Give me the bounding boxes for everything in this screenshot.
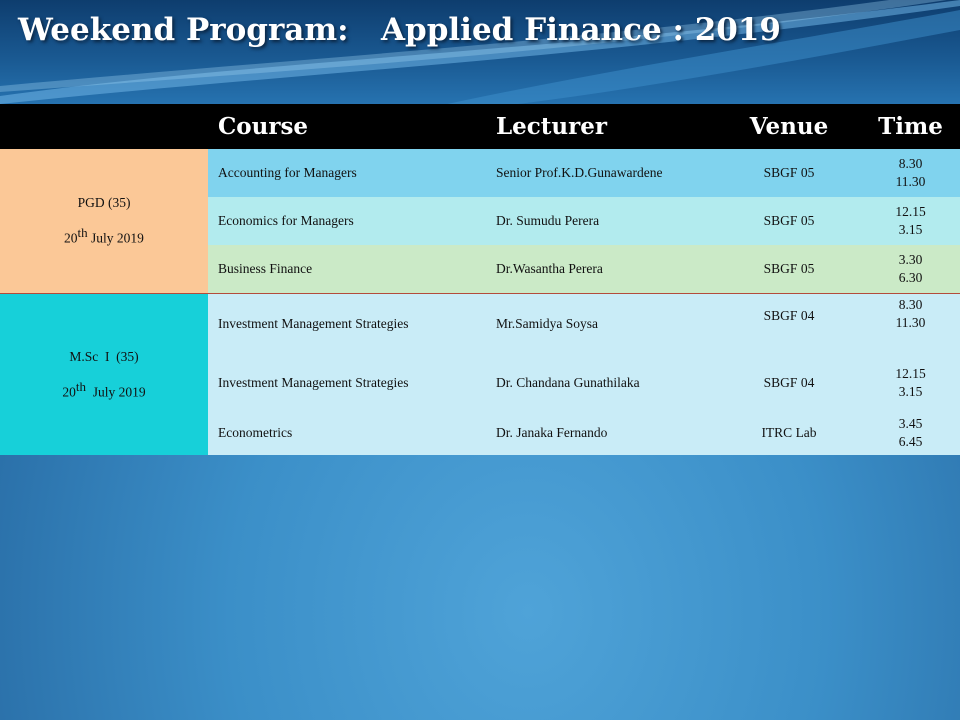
- time-cell: 12.15 3.15: [861, 197, 960, 245]
- lecturer-cell: Dr. Sumudu Perera: [490, 197, 717, 245]
- lecturer-cell: Mr.Samidya Soysa: [490, 293, 717, 355]
- lecturer-cell: Dr.Wasantha Perera: [490, 245, 717, 293]
- group-date: 20th July 2019: [64, 225, 144, 246]
- header-time: Time: [861, 104, 960, 149]
- venue-cell: SBGF 05: [717, 245, 861, 293]
- lecturer-cell: Senior Prof.K.D.Gunawardene: [490, 149, 717, 197]
- lecturer-cell: Dr. Janaka Fernando: [490, 410, 717, 455]
- course-cell: Investment Management Strategies: [208, 355, 490, 410]
- course-cell: Econometrics: [208, 410, 490, 455]
- slide-title: [18, 12, 781, 48]
- group-name: M.Sc I (35): [69, 348, 139, 364]
- time-cell: 3.30 6.30: [861, 245, 960, 293]
- venue-cell: SBGF 05: [717, 149, 861, 197]
- time-cell: 12.15 3.15: [861, 355, 960, 410]
- schedule-table: [0, 104, 960, 455]
- venue-cell: SBGF 04: [717, 293, 861, 355]
- header-lecturer: Lecturer: [490, 104, 717, 149]
- group-label-pgd: [0, 149, 208, 293]
- lecturer-cell: Dr. Chandana Gunathilaka: [490, 355, 717, 410]
- header-blank: [0, 104, 208, 149]
- group-name: PGD (35): [77, 195, 131, 210]
- header-venue: Venue: [717, 104, 861, 149]
- course-cell: Investment Management Strategies: [208, 293, 490, 355]
- table-row: [0, 293, 960, 355]
- title-part-course: Applied Finance : 2019: [381, 12, 782, 48]
- title-part-program: Weekend Program:: [18, 12, 349, 48]
- table-row: [0, 149, 960, 197]
- header-band: [0, 0, 960, 110]
- time-cell: 3.45 6.45: [861, 410, 960, 455]
- group-label-msc: [0, 293, 208, 455]
- venue-cell: SBGF 04: [717, 355, 861, 410]
- course-cell: Business Finance: [208, 245, 490, 293]
- header-course: Course: [208, 104, 490, 149]
- table-header-row: [0, 104, 960, 149]
- venue-cell: ITRC Lab: [717, 410, 861, 455]
- venue-cell: SBGF 05: [717, 197, 861, 245]
- course-cell: Accounting for Managers: [208, 149, 490, 197]
- course-cell: Economics for Managers: [208, 197, 490, 245]
- time-cell: 8.30 11.30: [861, 293, 960, 355]
- group-date: 20th July 2019: [62, 378, 146, 399]
- time-cell: 8.30 11.30: [861, 149, 960, 197]
